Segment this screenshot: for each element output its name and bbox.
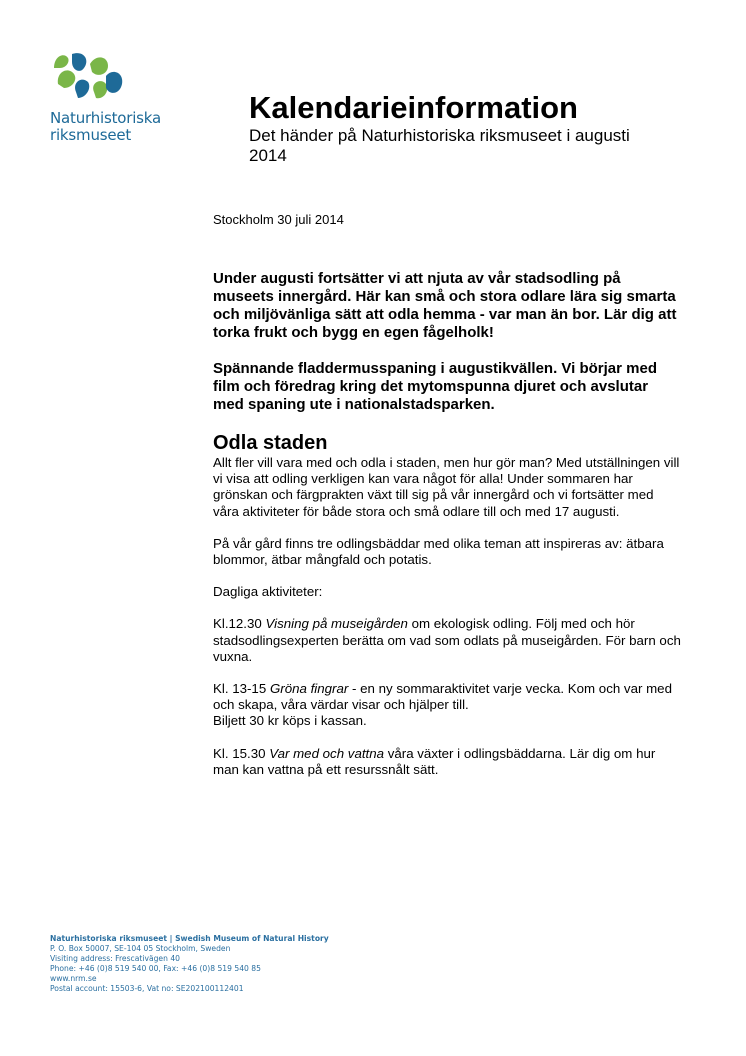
museum-logo [50,48,170,144]
activity-name: Var med och vattna [269,745,385,761]
lead-paragraph: Under augusti fortsätter vi att njuta av vår stadsodling på museets innergård. Här kan små och stora odlare lära sig smarta och miljövänliga sätt att odla hemma - var man än bor. Lär dig att torka frukt och bygg en egen fågelholk! [213,270,677,341]
activity-name: Visning på museigården [265,616,408,632]
header [249,90,709,166]
museum-logo-icon [50,48,126,104]
activity-time: Kl.12.30 [213,616,262,632]
main-content [213,212,683,794]
activity-item [213,616,683,665]
activity-item [213,681,683,730]
date-line: Stockholm 30 juli 2014 [213,212,344,227]
footer-line: Visiting address: Frescativägen 40 [50,954,180,963]
activity-item [213,746,683,778]
lead-paragraph: Spännande fladdermusspaning i augustikvällen. Vi börjar med film och föredrag kring det mytomspunna djuret och avslutar med spaning ute i nationalstadsparken. [213,360,657,413]
footer-org: Naturhistoriska riksmuseet | Swedish Museum of Natural History [50,934,329,943]
footer [50,934,450,994]
logo-text [50,110,170,144]
activity-extra: Biljett 30 kr köps i kassan. [213,713,367,729]
footer-line: Phone: +46 (0)8 519 540 00, Fax: +46 (0)8 519 540 85 [50,964,261,973]
activity-name: Gröna fingrar [269,681,349,697]
activity-text: våra växter i odlingsbäddarna. Lär dig om hur man kan vattna på ett resurssnålt sätt. [213,745,656,777]
activity-text: om ekologisk odling. Följ med och hör stadsodlingsexperten berätta om vad som odlats på museigården. För barn och vuxna. [213,616,681,664]
page-title: Kalendarieinformation [249,90,578,125]
activity-text: - en ny sommaraktivitet varje vecka. Kom och var med och skapa, våra värdar visar och hjälper till. [213,681,672,713]
section-paragraph: På vår gård finns tre odlingsbäddar med olika teman att inspireras av: ätbara blommor, ätbar mångfald och potatis. [213,535,664,568]
section-paragraph: Dagliga aktiviteter: [213,584,323,600]
logo-line1: Naturhistoriska [50,109,162,127]
activity-time: Kl. 13-15 [213,681,267,697]
section-heading: Odla staden [213,432,328,454]
section-paragraph: Allt fler vill vara med och odla i staden, men hur gör man? Med utställningen vill vi visa att odling verkligen kan vara något för alla! Under sommaren har grönskan och färgprakten växt till sig på vår innergård och vi fortsätter med våra aktiviteter för både stora och små odlare till och med 17 augusti. [213,455,680,519]
footer-line: Postal account: 15503-6, Vat no: SE202100112401 [50,984,244,993]
activity-time: Kl. 15.30 [213,745,266,761]
page-subtitle: Det händer på Naturhistoriska riksmuseet i augusti 2014 [249,126,630,165]
logo-line2: riksmuseet [50,126,132,144]
footer-website: www.nrm.se [50,974,97,983]
footer-line: P. O. Box 50007, SE-104 05 Stockholm, Sweden [50,944,231,953]
